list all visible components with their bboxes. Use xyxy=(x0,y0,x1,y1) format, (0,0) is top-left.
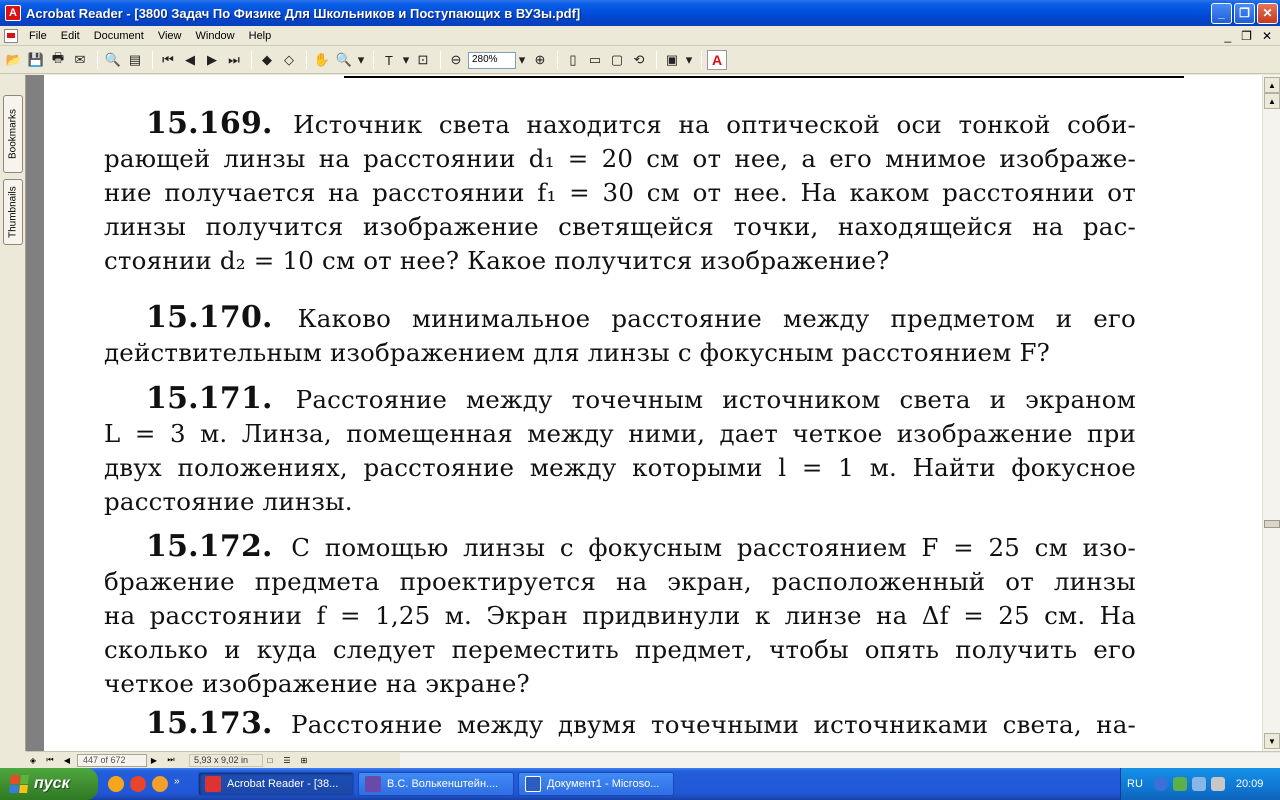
document-margin xyxy=(26,75,44,751)
menu-help[interactable]: Help xyxy=(248,29,272,42)
tab-bookmarks[interactable]: Bookmarks xyxy=(3,95,23,173)
language-indicator[interactable]: RU xyxy=(1127,778,1143,790)
quick-launch-icon[interactable] xyxy=(152,776,168,792)
page-layout-icon[interactable]: ◈ xyxy=(29,755,37,765)
start-button[interactable] xyxy=(0,768,98,800)
actual-size-icon[interactable]: ▯ xyxy=(569,52,577,67)
network-icon[interactable] xyxy=(1192,777,1206,791)
chevron-icon[interactable]: » xyxy=(174,776,180,787)
hand-tool-icon[interactable]: ✋ xyxy=(313,52,331,67)
previous-page-icon[interactable]: ◀ xyxy=(63,755,71,765)
continuous-layout-icon[interactable]: ☰ xyxy=(283,755,291,765)
search-icon[interactable]: 🔍 xyxy=(104,52,122,67)
problem-text-line: бражение предмета проектируется на экран, расположенный от линзы xyxy=(104,567,1136,596)
vertical-scrollbar[interactable] xyxy=(1262,75,1280,751)
rotate-view-icon[interactable]: ⟲ xyxy=(633,52,645,67)
problem-15-172 xyxy=(104,530,1136,701)
zoom-out-icon[interactable]: ⊖ xyxy=(450,52,462,67)
menu-document[interactable]: Document xyxy=(93,29,144,42)
acrobat-icon xyxy=(205,776,221,792)
single-page-layout-icon[interactable]: □ xyxy=(267,755,273,765)
open-icon[interactable]: 📂 xyxy=(5,52,23,67)
text-select-icon[interactable]: T xyxy=(385,52,393,68)
scroll-top-icon[interactable]: ▲ xyxy=(1264,77,1280,93)
problem-text-line: С помощью линзы с фокусным расстоянием F = 25 см изо- xyxy=(291,533,1136,562)
task-acrobat[interactable] xyxy=(198,772,354,796)
problem-text-line: расстояние линзы. xyxy=(104,487,353,516)
page-number-field[interactable]: 447 of 672 xyxy=(77,754,147,767)
task-word[interactable] xyxy=(518,772,674,796)
maximize-button[interactable]: ❐ xyxy=(1234,3,1255,24)
close-button[interactable]: ✕ xyxy=(1257,3,1278,24)
adobe-logo-icon[interactable]: A xyxy=(707,50,727,70)
chevron-down-icon[interactable]: ▾ xyxy=(685,52,693,67)
next-page-icon[interactable]: ▶ xyxy=(207,52,217,67)
volume-icon[interactable] xyxy=(1211,777,1225,791)
chevron-down-icon[interactable]: ▾ xyxy=(402,52,410,67)
first-page-icon[interactable]: ⏮ xyxy=(46,755,54,764)
problem-15-169 xyxy=(104,107,1136,278)
problem-text-line: Каково минимальное расстояние между предметом и его xyxy=(297,304,1136,333)
problem-text-line: Расстояние между точечным источником света и экраном xyxy=(295,385,1136,414)
next-page-icon[interactable]: ▶ xyxy=(150,755,158,765)
problem-text-line: действительным изображением для линзы с фокусным расстоянием F? xyxy=(104,338,1051,367)
horizontal-scrollbar[interactable] xyxy=(400,753,1280,768)
system-tray xyxy=(1120,768,1280,800)
problem-text-line: рающей линзы на расстоянии d₁ = 20 см от нее, а его мнимое изображе- xyxy=(104,144,1136,173)
document-icon[interactable] xyxy=(4,29,18,43)
problem-text-line: ние получается на расстоянии f₁ = 30 см от нее. На каком расстоянии от xyxy=(104,178,1136,207)
problem-number: 15.170. xyxy=(146,300,273,335)
previous-page-icon[interactable]: ◀ xyxy=(185,52,195,67)
chevron-down-icon[interactable]: ▾ xyxy=(357,52,365,67)
task-volkenstein[interactable] xyxy=(358,772,514,796)
clock: 20:09 xyxy=(1235,778,1264,790)
document-icon xyxy=(365,776,381,792)
chevron-down-icon[interactable]: ▾ xyxy=(518,52,526,67)
problem-number: 15.169. xyxy=(146,106,273,141)
start-label: пуск xyxy=(34,775,70,792)
menu-view[interactable]: View xyxy=(157,29,182,42)
snapshot-icon[interactable]: ⊡ xyxy=(417,52,429,67)
problem-number: 15.172. xyxy=(146,529,273,564)
save-icon[interactable]: 💾 xyxy=(27,52,45,67)
show-hide-navigation-icon[interactable]: ▤ xyxy=(128,52,142,67)
zoom-input[interactable]: 280% xyxy=(468,52,516,69)
doc-minimize-button[interactable]: _ xyxy=(1224,28,1232,43)
quick-launch xyxy=(108,776,190,792)
quick-launch-icon[interactable] xyxy=(108,776,124,792)
doc-close-button[interactable]: ✕ xyxy=(1261,28,1272,43)
print-icon[interactable]: 🖶 xyxy=(51,50,65,65)
problem-text-line: двух положениях, расстояние между которыми l = 1 м. Найти фокусное xyxy=(104,453,1136,482)
last-page-icon[interactable]: ⏭ xyxy=(228,52,240,67)
problem-15-173 xyxy=(104,707,1136,742)
single-page-icon[interactable]: ▣ xyxy=(665,52,679,67)
zoom-in-icon[interactable]: ⊕ xyxy=(534,52,546,67)
fit-width-icon[interactable]: ▢ xyxy=(610,52,624,67)
problem-15-170 xyxy=(104,301,1136,370)
problem-text-line: четкое изображение на экране? xyxy=(104,669,530,698)
scroll-up-icon[interactable]: ▲ xyxy=(1264,93,1280,109)
problem-15-171 xyxy=(104,382,1136,519)
page-rule xyxy=(344,76,1184,78)
zoom-tool-icon[interactable]: 🔍 xyxy=(335,52,353,67)
problem-text-line: стоянии d₂ = 10 см от нее? Какое получится изображение? xyxy=(104,246,890,275)
fit-page-icon[interactable]: ▭ xyxy=(588,52,602,67)
problem-text-line: Расстояние между двумя точечными источниками света, на- xyxy=(291,710,1136,739)
first-page-icon[interactable]: ⏮ xyxy=(162,52,174,67)
task-label: Документ1 - Microso... xyxy=(547,778,660,790)
problem-text-line: на расстоянии f = 1,25 м. Экран придвинули к линзе на Δf = 25 см. На xyxy=(104,601,1136,630)
quick-launch-icon[interactable] xyxy=(130,776,146,792)
problem-text-line: линзы получится изображение светящейся точки, находящейся на рас- xyxy=(104,212,1136,241)
problem-number: 15.171. xyxy=(146,381,273,416)
go-back-icon[interactable]: ◆ xyxy=(262,52,272,67)
email-icon[interactable]: ✉ xyxy=(74,52,86,67)
menu-bar xyxy=(0,26,1280,46)
task-label: Acrobat Reader - [38... xyxy=(227,778,339,790)
menu-window[interactable]: Window xyxy=(195,29,235,42)
problem-text-line: L = 3 м. Линза, помещенная между ними, дает четкое изображение при xyxy=(104,419,1136,448)
minimize-button[interactable]: _ xyxy=(1211,3,1232,24)
tray-back-icon[interactable] xyxy=(1154,777,1168,791)
task-label: В.С. Волькенштейн.... xyxy=(387,778,499,790)
acrobat-app-icon[interactable]: A xyxy=(5,5,21,21)
go-forward-icon[interactable]: ◇ xyxy=(284,52,294,67)
menu-file[interactable]: File xyxy=(29,29,47,42)
title-bar xyxy=(0,0,1280,26)
page-size: 5,93 x 9,02 in xyxy=(189,754,263,767)
tab-thumbnails[interactable]: Thumbnails xyxy=(3,179,23,245)
problem-text-line: сколько и куда следует переместить предмет, чтобы опять получить его xyxy=(104,635,1136,664)
navigation-panel xyxy=(0,75,26,751)
window-title: Acrobat Reader - [3800 Задач По Физике Для Школьников и Поступающих в ВУЗы.pdf] xyxy=(26,5,581,21)
last-page-icon[interactable]: ⏭ xyxy=(167,755,175,764)
page-navigation-bar xyxy=(26,751,1280,768)
windows-logo-icon xyxy=(9,775,29,793)
scroll-down-icon[interactable]: ▼ xyxy=(1264,733,1280,749)
scroll-thumb[interactable] xyxy=(1264,520,1280,528)
doc-restore-button[interactable]: ❐ xyxy=(1241,28,1252,43)
tray-icon[interactable] xyxy=(1173,777,1187,791)
word-icon xyxy=(525,776,541,792)
facing-layout-icon[interactable]: ⊞ xyxy=(300,755,308,765)
taskbar xyxy=(0,768,1280,800)
pdf-page xyxy=(44,75,1262,751)
problem-number: 15.173. xyxy=(146,706,273,741)
problem-text-line: Источник света находится на оптической оси тонкой соби- xyxy=(293,110,1136,139)
toolbar xyxy=(0,47,1280,74)
menu-edit[interactable]: Edit xyxy=(60,29,80,42)
document-area xyxy=(44,75,1262,751)
